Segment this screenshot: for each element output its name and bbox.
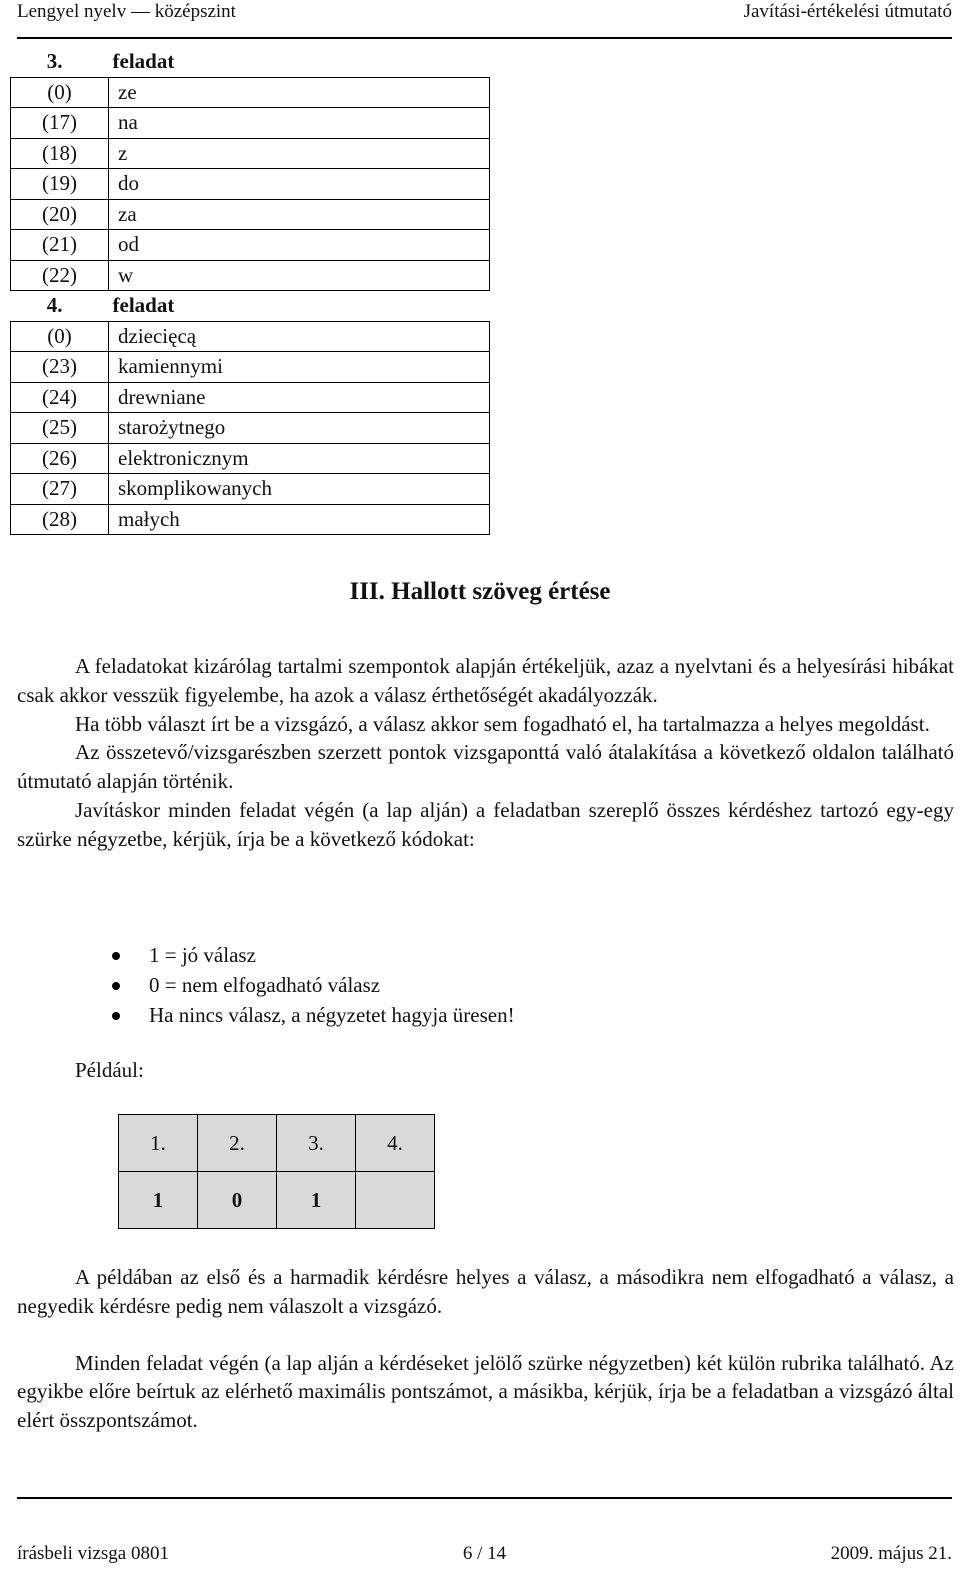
- grid-value-cell: 0: [198, 1172, 277, 1229]
- item-number: (22): [11, 260, 109, 291]
- item-number: (21): [11, 230, 109, 261]
- item-answer: skomplikowanych: [109, 474, 490, 505]
- item-answer: ze: [109, 77, 490, 108]
- table-row: [11, 504, 490, 535]
- item-answer: starożytnego: [109, 413, 490, 444]
- table-row: [11, 108, 490, 139]
- item-number: (18): [11, 138, 109, 169]
- grid-header-cell: 1.: [119, 1115, 198, 1172]
- bullet-icon: [112, 952, 120, 960]
- header-rule: [17, 37, 952, 39]
- table-row: [11, 169, 490, 200]
- item-answer: dziecięcą: [109, 321, 490, 352]
- bullet-icon: [112, 1012, 120, 1020]
- item-number: (27): [11, 474, 109, 505]
- task3-heading: [11, 47, 490, 77]
- item-number: (24): [11, 382, 109, 413]
- list-item-text: 1 = jó válasz: [149, 943, 256, 967]
- list-item: [112, 940, 515, 970]
- header-right: Javítási-értékelési útmutató: [743, 1, 952, 22]
- grid-header-row: [119, 1115, 435, 1172]
- table-row: [11, 138, 490, 169]
- table-row: [11, 321, 490, 352]
- grid-header-cell: 2.: [198, 1115, 277, 1172]
- grid-header-cell: 3.: [277, 1115, 356, 1172]
- table-row: [11, 77, 490, 108]
- item-answer: w: [109, 260, 490, 291]
- item-number: (23): [11, 352, 109, 383]
- list-item-text: Ha nincs válasz, a négyzetet hagyja üresen!: [149, 1003, 515, 1027]
- item-answer: z: [109, 138, 490, 169]
- explanation: [17, 1263, 954, 1435]
- item-number: (0): [11, 321, 109, 352]
- item-answer: do: [109, 169, 490, 200]
- item-answer: elektronicznym: [109, 443, 490, 474]
- grid-value-cell: 1: [119, 1172, 198, 1229]
- answer-table: [10, 47, 490, 535]
- grid-value-cell: [356, 1172, 435, 1229]
- item-number: (26): [11, 443, 109, 474]
- section-title: III. Hallott szöveg értése: [349, 578, 611, 605]
- example-label: Például:: [75, 1058, 144, 1082]
- item-answer: od: [109, 230, 490, 261]
- grid-value-cell: 1: [277, 1172, 356, 1229]
- table-row: [11, 260, 490, 291]
- item-number: (17): [11, 108, 109, 139]
- list-item: [112, 970, 515, 1000]
- bullet-icon: [112, 982, 120, 990]
- code-list: [112, 940, 515, 1030]
- item-number: (19): [11, 169, 109, 200]
- page-header: [17, 0, 952, 28]
- paragraph: A példában az első és a harmadik kérdésre helyes a válasz, a másodikra nem elfogadható a válasz, a negyedik kérdésre pedig nem válaszolt a vizsgázó.: [17, 1265, 954, 1318]
- footer-rule: [17, 1497, 952, 1499]
- item-number: (20): [11, 199, 109, 230]
- table-row: [11, 199, 490, 230]
- paragraph: Minden feladat végén (a lap alján a kérdéseket jelölő szürke négyzetben) két külön rubrika található. Az egyikbe előre beírtuk az elérhető maximális pontszámot, a másikba, kérjük, írja be a feladatban a vizsgázó által elért összpontszámot.: [17, 1350, 954, 1433]
- grid-value-row: [119, 1172, 435, 1229]
- table-row: [11, 230, 490, 261]
- page-number: 6 / 14: [462, 1543, 507, 1564]
- paragraph: A feladatokat kizárólag tartalmi szempontok alapján értékeljük, azaz a nyelvtani és a helyesírási hibákat csak akkor vesszük figyelembe, ha azok a válasz érthetőségét akadályozzák.: [17, 654, 954, 707]
- header-left: Lengyel nyelv — középszint: [17, 1, 236, 22]
- item-answer: kamiennymi: [109, 352, 490, 383]
- paragraph: Az összetevő/vizsgarészben szerzett pontok vizsgaponttá való átalakítása a következő oldalon található útmutató alapján történik.: [17, 740, 954, 794]
- paragraph: Ha több választ írt be a vizsgázó, a válasz akkor sem fogadható el, ha tartalmazza a helyes megoldást.: [75, 711, 930, 736]
- footer-date: 2009. május 21.: [830, 1543, 952, 1564]
- task4-number: 4.: [46, 293, 63, 318]
- task4-title: feladat: [112, 293, 175, 318]
- task3-title: feladat: [112, 49, 175, 74]
- item-answer: małych: [109, 504, 490, 535]
- item-answer: za: [109, 199, 490, 230]
- task4-heading: [11, 291, 490, 322]
- table-row: [11, 474, 490, 505]
- example-grid: [118, 1114, 435, 1229]
- table-row: [11, 382, 490, 413]
- item-number: (28): [11, 504, 109, 535]
- task3-number: 3.: [46, 49, 63, 74]
- list-item: [112, 1000, 515, 1030]
- footer-left: írásbeli vizsga 0801: [17, 1543, 169, 1564]
- table-row: [11, 352, 490, 383]
- paragraph: Javításkor minden feladat végén (a lap alján) a feladatban szereplő összes kérdéshez tartozó egy-egy szürke négyzetbe, kérjük, írja be a következő kódokat:: [17, 797, 954, 851]
- list-item-text: 0 = nem elfogadható válasz: [149, 973, 381, 997]
- item-number: (0): [11, 77, 109, 108]
- grid-header-cell: 4.: [356, 1115, 435, 1172]
- table-row: [11, 443, 490, 474]
- table-row: [11, 413, 490, 444]
- instructions: [17, 652, 954, 854]
- item-answer: drewniane: [109, 382, 490, 413]
- item-number: (25): [11, 413, 109, 444]
- item-answer: na: [109, 108, 490, 139]
